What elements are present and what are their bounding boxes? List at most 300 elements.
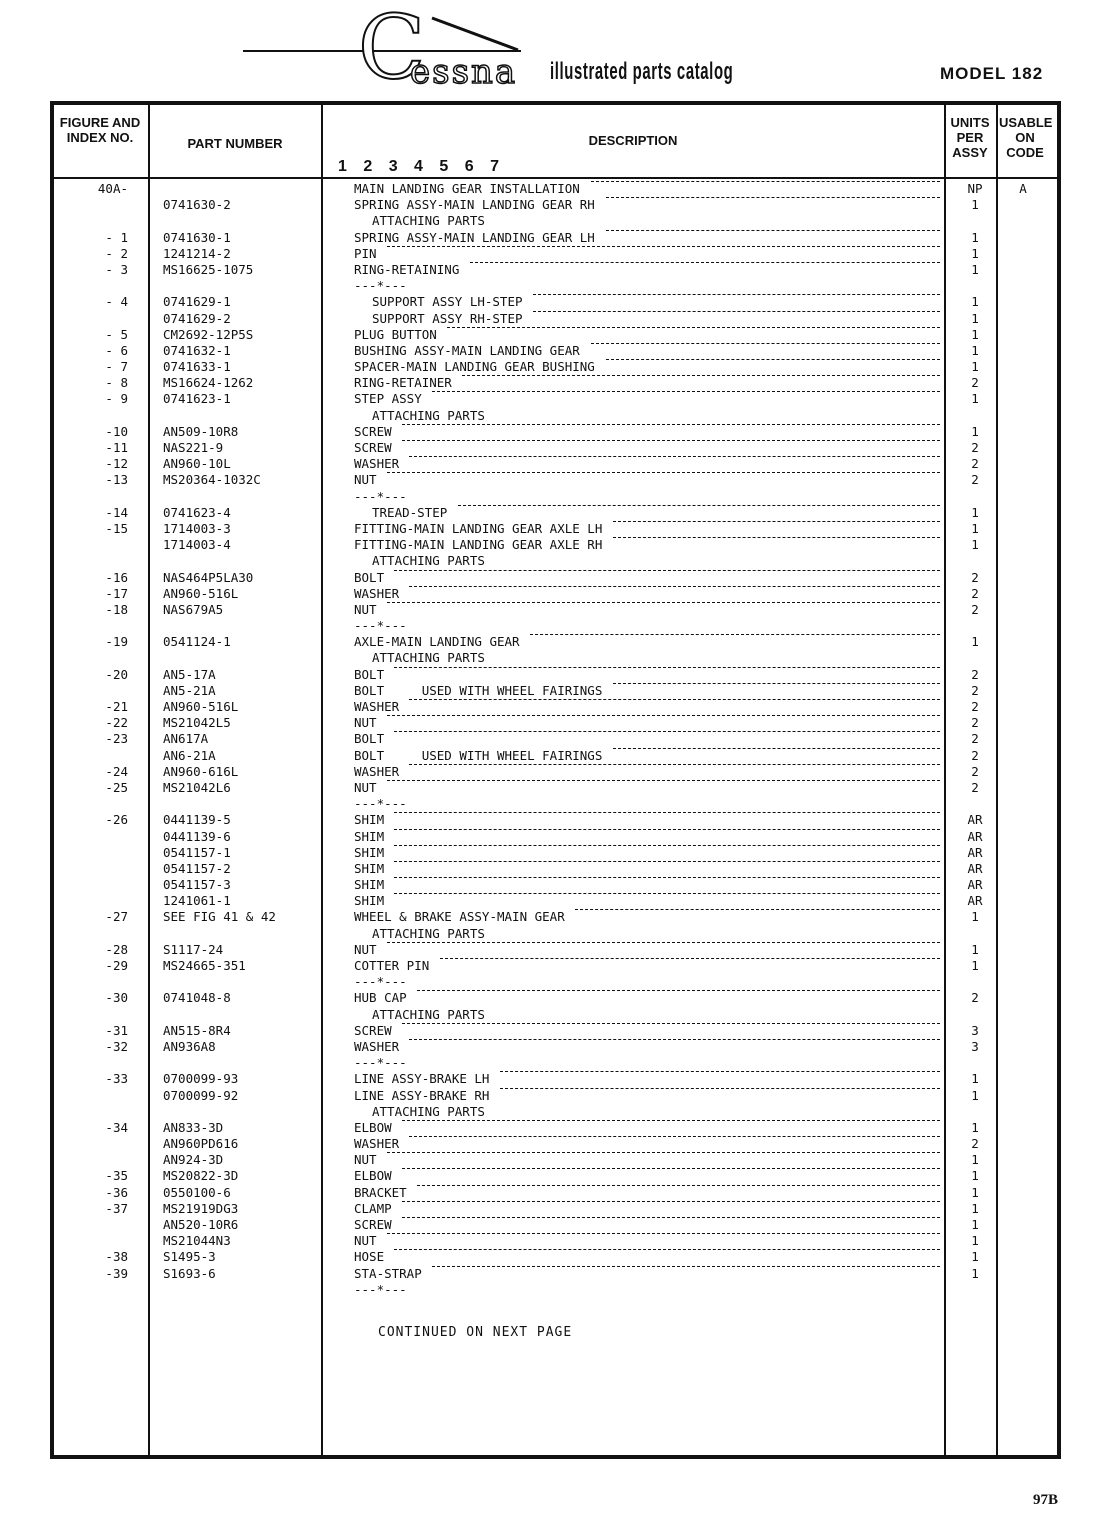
part-number-cell: 0741623-4 xyxy=(163,504,231,520)
figure-index-cell: -38 xyxy=(105,1249,128,1265)
table-row xyxy=(0,780,1113,796)
units-cell: AR xyxy=(967,877,983,893)
table-row xyxy=(0,1217,1113,1233)
table-row xyxy=(0,812,1113,828)
part-number-cell: AN6-21A xyxy=(163,747,216,763)
table-row xyxy=(0,489,1113,505)
description-column-header: DESCRIPTION xyxy=(588,133,678,148)
part-number-cell: 0741623-1 xyxy=(163,391,231,407)
part-number-cell: CM2692-12P5S xyxy=(163,326,254,342)
description-cell: NUT xyxy=(354,472,377,488)
figure-index-cell: - 1 xyxy=(105,229,128,245)
units-cell: 1 xyxy=(971,1217,979,1232)
figure-index-cell: -34 xyxy=(105,1119,128,1135)
table-row xyxy=(0,829,1113,845)
part-number-cell: 0741633-1 xyxy=(163,359,231,375)
description-cell: PIN xyxy=(354,245,377,261)
leader-line xyxy=(530,634,940,635)
part-number-cell: AN515-8R4 xyxy=(163,1022,231,1038)
units-cell: 1 xyxy=(971,342,979,358)
table-row xyxy=(0,877,1113,893)
description-cell: ATTACHING PARTS xyxy=(372,553,485,569)
description-cell: TREAD-STEP xyxy=(372,504,448,520)
table-row xyxy=(0,942,1113,958)
description-cell: BOLT xyxy=(354,666,385,682)
figure-index-cell: -35 xyxy=(105,1168,128,1184)
table-row xyxy=(0,1120,1113,1136)
description-cell: COTTER PIN xyxy=(354,958,430,973)
figure-index-cell: - 5 xyxy=(105,326,128,342)
leader-line xyxy=(613,537,940,538)
part-number-cell: S1495-3 xyxy=(163,1249,216,1265)
leader-line xyxy=(432,391,940,392)
units-cell: 2 xyxy=(971,779,979,795)
units-cell: 1 xyxy=(971,909,979,925)
description-cell: SUPPORT ASSY RH-STEP xyxy=(372,310,523,326)
table-row xyxy=(0,667,1113,683)
figure-index-cell: -19 xyxy=(105,634,128,650)
part-number-cell: S1117-24 xyxy=(163,941,224,957)
leader-line xyxy=(402,1201,940,1202)
leader-line xyxy=(432,1266,940,1267)
units-cell: 1 xyxy=(971,310,979,326)
figure-index-cell: -14 xyxy=(105,504,128,520)
figure-index-cell: -17 xyxy=(105,585,128,601)
units-cell: 1 xyxy=(971,634,979,650)
leader-line xyxy=(402,1120,940,1121)
leader-line xyxy=(417,990,940,991)
table-row xyxy=(0,683,1113,699)
table-row xyxy=(0,1055,1113,1071)
part-number-cell: AN960-616L xyxy=(163,763,239,779)
units-cell: 1 xyxy=(971,294,979,310)
figure-index-cell: - 2 xyxy=(105,245,128,261)
units-cell: 1 xyxy=(971,1152,979,1168)
table-row xyxy=(0,505,1113,521)
table-row xyxy=(0,1249,1113,1265)
units-cell: 1 xyxy=(971,504,979,520)
figure-index-cell: -24 xyxy=(105,763,128,779)
table-row xyxy=(0,602,1113,618)
table-row xyxy=(0,391,1113,407)
header-divider xyxy=(54,177,1057,179)
part-number-cell: 1714003-4 xyxy=(163,537,231,553)
units-cell: 2 xyxy=(971,1136,979,1152)
leader-line xyxy=(387,246,940,247)
description-cell: RING-RETAINER xyxy=(354,375,452,391)
description-cell: NUT xyxy=(354,1152,377,1168)
table-row xyxy=(0,440,1113,456)
table-row xyxy=(0,731,1113,747)
part-number-cell: AN924-3D xyxy=(163,1152,224,1168)
part-number-cell: AN520-10R6 xyxy=(163,1217,239,1232)
description-cell: BOLT xyxy=(354,569,385,585)
leader-line xyxy=(387,602,940,603)
description-cell: WASHER xyxy=(354,763,400,779)
leader-line xyxy=(387,780,940,781)
units-cell: 2 xyxy=(971,682,979,698)
catalog-title: illustrated parts catalog xyxy=(550,58,734,85)
table-row xyxy=(0,246,1113,262)
table-row xyxy=(0,456,1113,472)
leader-line xyxy=(409,1136,940,1137)
units-cell: NP xyxy=(967,181,983,196)
units-cell: 2 xyxy=(971,731,979,747)
leader-line xyxy=(613,748,940,749)
leader-line xyxy=(394,877,940,878)
description-cell: ATTACHING PARTS xyxy=(372,650,485,666)
leader-line xyxy=(402,424,940,425)
description-cell: LINE ASSY-BRAKE RH xyxy=(354,1087,490,1103)
usable-code-cell: A xyxy=(1019,181,1027,196)
table-row xyxy=(0,1104,1113,1120)
part-number-cell: 0741629-1 xyxy=(163,294,231,310)
description-cell: WHEEL & BRAKE ASSY-MAIN GEAR xyxy=(354,909,565,925)
part-number-cell: 0550100-6 xyxy=(163,1184,231,1200)
units-cell: 1 xyxy=(971,1071,979,1087)
part-number-cell: 0541157-3 xyxy=(163,877,231,893)
leader-line xyxy=(500,1071,940,1072)
part-number-cell: NAS679A5 xyxy=(163,601,224,617)
figure-column-header: FIGURE AND INDEX NO. xyxy=(59,115,141,145)
units-cell: 1 xyxy=(971,359,979,375)
description-cell: NUT xyxy=(354,941,377,957)
part-number-cell: AN960-516L xyxy=(163,699,239,714)
logo-swoosh-icon xyxy=(430,14,520,54)
units-cell: 1 xyxy=(971,1249,979,1265)
part-number-cell: 0741632-1 xyxy=(163,342,231,358)
table-row xyxy=(0,1007,1113,1023)
description-cell: SCREW xyxy=(354,1022,392,1038)
table-row xyxy=(0,926,1113,942)
table-row xyxy=(0,213,1113,229)
table-row xyxy=(0,1136,1113,1152)
table-row xyxy=(0,521,1113,537)
table-row xyxy=(0,1201,1113,1217)
usable-column-header: USABLE ON CODE xyxy=(999,115,1053,160)
table-row xyxy=(0,1282,1113,1298)
units-cell: 2 xyxy=(971,747,979,763)
leader-line xyxy=(417,1185,940,1186)
part-number-cell: AN5-17A xyxy=(163,666,216,682)
figure-index-cell: -31 xyxy=(105,1022,128,1038)
leader-line xyxy=(387,942,940,943)
description-cell: BUSHING ASSY-MAIN LANDING GEAR xyxy=(354,342,580,358)
units-cell: 2 xyxy=(971,569,979,585)
figure-index-cell: -15 xyxy=(105,520,128,536)
description-cell: SCREW xyxy=(354,423,392,439)
leader-line xyxy=(387,472,940,473)
table-row xyxy=(0,230,1113,246)
part-number-cell: MS16624-1262 xyxy=(163,375,254,391)
units-cell: 1 xyxy=(971,423,979,439)
part-number-cell: 0741630-1 xyxy=(163,229,231,245)
model-label: MODEL 182 xyxy=(940,64,1044,83)
units-cell: 1 xyxy=(971,941,979,957)
units-cell: 1 xyxy=(971,1233,979,1249)
description-cell: BOLT USED WITH WHEEL FAIRINGS xyxy=(354,682,603,698)
units-cell: 1 xyxy=(971,261,979,277)
table-row xyxy=(0,1152,1113,1168)
units-cell: 1 xyxy=(971,1200,979,1216)
description-cell: SCREW xyxy=(354,1217,392,1232)
units-cell: 2 xyxy=(971,715,979,731)
part-number-cell: 0441139-5 xyxy=(163,812,231,828)
leader-line xyxy=(458,505,941,506)
leader-line xyxy=(394,570,940,571)
leader-line xyxy=(440,958,941,959)
description-cell: LINE ASSY-BRAKE LH xyxy=(354,1071,490,1087)
table-row xyxy=(0,570,1113,586)
table-row xyxy=(0,408,1113,424)
table-row xyxy=(0,845,1113,861)
description-cell: ---*--- xyxy=(354,796,407,812)
leader-line xyxy=(409,1039,940,1040)
part-number-cell: NAS221-9 xyxy=(163,440,224,455)
figure-index-cell: - 8 xyxy=(105,375,128,391)
figure-index-cell: -39 xyxy=(105,1265,128,1281)
leader-line xyxy=(402,1217,940,1218)
leader-line xyxy=(409,456,940,457)
part-number-cell: MS24665-351 xyxy=(163,958,246,973)
units-cell: 3 xyxy=(971,1022,979,1038)
leader-line xyxy=(606,359,940,360)
leader-line xyxy=(394,667,940,668)
description-cell: WASHER xyxy=(354,456,400,472)
table-row xyxy=(0,343,1113,359)
description-cell: NUT xyxy=(354,779,377,795)
description-cell: BOLT xyxy=(354,731,385,747)
table-row xyxy=(0,472,1113,488)
part-number-cell: 0541157-1 xyxy=(163,844,231,860)
table-row xyxy=(0,958,1113,974)
table-row xyxy=(0,893,1113,909)
units-cell: AR xyxy=(967,828,983,844)
leader-line xyxy=(394,1249,940,1250)
units-cell: 1 xyxy=(971,391,979,407)
description-cell: SHIM xyxy=(354,893,385,909)
description-cell: BOLT USED WITH WHEEL FAIRINGS xyxy=(354,747,603,763)
table-row xyxy=(0,1039,1113,1055)
description-cell: ---*--- xyxy=(354,618,407,634)
description-cell: SPACER-MAIN LANDING GEAR BUSHING xyxy=(354,359,595,375)
table-row xyxy=(0,715,1113,731)
part-number-column-header: PART NUMBER xyxy=(187,136,283,151)
description-cell: SCREW xyxy=(354,440,392,455)
description-cell: SUPPORT ASSY LH-STEP xyxy=(372,294,523,310)
leader-line xyxy=(533,294,940,295)
part-number-cell: 0700099-93 xyxy=(163,1071,239,1087)
leader-line xyxy=(394,829,940,830)
figure-index-cell: -11 xyxy=(105,440,128,455)
units-cell: 2 xyxy=(971,585,979,601)
leader-line xyxy=(606,197,940,198)
table-row xyxy=(0,586,1113,602)
figure-index-cell: -33 xyxy=(105,1071,128,1087)
units-column-header: UNITS PER ASSY xyxy=(950,115,990,160)
units-cell: 2 xyxy=(971,763,979,779)
table-row xyxy=(0,634,1113,650)
figure-index-cell: -22 xyxy=(105,715,128,731)
figure-index-cell: - 6 xyxy=(105,342,128,358)
table-row xyxy=(0,990,1113,1006)
leader-line xyxy=(613,521,940,522)
leader-line xyxy=(402,1168,940,1169)
units-cell: 1 xyxy=(971,1119,979,1135)
units-cell: AR xyxy=(967,893,983,909)
units-cell: 1 xyxy=(971,229,979,245)
leader-line xyxy=(575,909,940,910)
units-cell: 2 xyxy=(971,456,979,472)
description-cell: MAIN LANDING GEAR INSTALLATION xyxy=(354,181,580,196)
description-cell: ATTACHING PARTS xyxy=(372,1006,485,1022)
leader-line xyxy=(402,440,940,441)
part-number-cell: 1241061-1 xyxy=(163,893,231,909)
description-cell: STEP ASSY xyxy=(354,391,422,407)
description-cell: HOSE xyxy=(354,1249,385,1265)
table-row xyxy=(0,699,1113,715)
table-row xyxy=(0,311,1113,327)
description-cell: SHIM xyxy=(354,812,385,828)
part-number-cell: AN5-21A xyxy=(163,682,216,698)
table-row xyxy=(0,1185,1113,1201)
table-row xyxy=(0,1088,1113,1104)
units-cell: 1 xyxy=(971,958,979,973)
part-number-cell: AN833-3D xyxy=(163,1119,224,1135)
table-row xyxy=(0,181,1113,197)
parts-list xyxy=(0,181,1113,1298)
part-number-cell: 0741629-2 xyxy=(163,310,231,326)
figure-index-cell: -27 xyxy=(105,909,128,925)
continued-note: CONTINUED ON NEXT PAGE xyxy=(378,1325,573,1340)
description-cell: ---*--- xyxy=(354,488,407,504)
description-cell: FITTING-MAIN LANDING GEAR AXLE LH xyxy=(354,520,603,536)
part-number-cell: 0700099-92 xyxy=(163,1087,239,1103)
units-cell: 1 xyxy=(971,197,979,213)
units-cell: 2 xyxy=(971,472,979,488)
table-row xyxy=(0,537,1113,553)
leader-line xyxy=(409,586,940,587)
figure-index-cell: -12 xyxy=(105,456,128,472)
description-cell: ATTACHING PARTS xyxy=(372,407,485,423)
figure-index-cell: -25 xyxy=(105,779,128,795)
part-number-cell: AN617A xyxy=(163,731,209,747)
units-cell: 1 xyxy=(971,1265,979,1281)
description-cell: SHIM xyxy=(354,860,385,876)
table-row xyxy=(0,424,1113,440)
units-cell: AR xyxy=(967,812,983,828)
description-cell: HUB CAP xyxy=(354,990,407,1006)
leader-line xyxy=(470,262,940,263)
units-cell: 1 xyxy=(971,520,979,536)
leader-line xyxy=(533,311,940,312)
table-row xyxy=(0,1233,1113,1249)
description-cell: SPRING ASSY-MAIN LANDING GEAR RH xyxy=(354,197,595,213)
description-cell: STA-STRAP xyxy=(354,1265,422,1281)
figure-index-cell: -16 xyxy=(105,569,128,585)
units-cell: 2 xyxy=(971,666,979,682)
description-cell: ATTACHING PARTS xyxy=(372,1103,485,1119)
description-cell: ---*--- xyxy=(354,278,407,294)
part-number-cell: MS16625-1075 xyxy=(163,261,254,277)
table-row xyxy=(0,359,1113,375)
brand-initial: C xyxy=(358,0,426,99)
leader-line xyxy=(500,1088,940,1089)
part-number-cell: AN509-10R8 xyxy=(163,423,239,439)
figure-index-cell: -13 xyxy=(105,472,128,488)
units-cell: 2 xyxy=(971,440,979,455)
figure-index-cell: - 9 xyxy=(105,391,128,407)
figure-index-cell: -30 xyxy=(105,990,128,1006)
description-indent-levels: 1 2 3 4 5 6 7 xyxy=(338,158,505,175)
description-cell: BRACKET xyxy=(354,1184,407,1200)
units-cell: 1 xyxy=(971,326,979,342)
table-row xyxy=(0,764,1113,780)
table-row xyxy=(0,650,1113,666)
leader-line xyxy=(394,845,940,846)
description-cell: ---*--- xyxy=(354,974,407,990)
table-row xyxy=(0,796,1113,812)
units-cell: 1 xyxy=(971,537,979,553)
leader-line xyxy=(591,181,941,182)
units-cell: 2 xyxy=(971,699,979,714)
description-cell: WASHER xyxy=(354,699,400,714)
figure-index-cell: - 7 xyxy=(105,359,128,375)
leader-line xyxy=(387,1152,940,1153)
description-cell: WASHER xyxy=(354,1038,400,1054)
part-number-cell: 0741048-8 xyxy=(163,990,231,1006)
part-number-cell: S1693-6 xyxy=(163,1265,216,1281)
description-cell: ELBOW xyxy=(354,1119,392,1135)
part-number-cell: 1714003-3 xyxy=(163,520,231,536)
part-number-cell: 0541157-2 xyxy=(163,860,231,876)
description-cell: CLAMP xyxy=(354,1200,392,1216)
leader-line xyxy=(394,861,940,862)
table-row xyxy=(0,278,1113,294)
part-number-cell: AN936A8 xyxy=(163,1038,216,1054)
part-number-cell: MS21042L5 xyxy=(163,715,231,731)
description-cell: NUT xyxy=(354,601,377,617)
leader-line xyxy=(409,699,940,700)
figure-index-cell: - 4 xyxy=(105,294,128,310)
table-row xyxy=(0,1266,1113,1282)
part-number-cell: NAS464P5LA30 xyxy=(163,569,254,585)
description-cell: ATTACHING PARTS xyxy=(372,213,485,229)
figure-index-cell: -28 xyxy=(105,941,128,957)
units-cell: 2 xyxy=(971,601,979,617)
part-number-cell: 1241214-2 xyxy=(163,245,231,261)
table-row xyxy=(0,909,1113,925)
figure-index-cell: -18 xyxy=(105,601,128,617)
figure-index-cell: -21 xyxy=(105,699,128,714)
table-row xyxy=(0,618,1113,634)
part-number-cell: 0441139-6 xyxy=(163,828,231,844)
units-cell: 3 xyxy=(971,1038,979,1054)
brand-name: essna xyxy=(410,52,518,92)
part-number-cell: MS21042L6 xyxy=(163,779,231,795)
table-row xyxy=(0,974,1113,990)
table-row xyxy=(0,553,1113,569)
description-cell: SHIM xyxy=(354,877,385,893)
page-number: 97B xyxy=(1033,1492,1059,1508)
table-row xyxy=(0,1168,1113,1184)
figure-index-cell: -32 xyxy=(105,1038,128,1054)
leader-line xyxy=(409,764,940,765)
description-cell: ELBOW xyxy=(354,1168,392,1184)
leader-line xyxy=(394,893,940,894)
description-cell: WASHER xyxy=(354,1136,400,1152)
description-cell: ---*--- xyxy=(354,1281,407,1297)
